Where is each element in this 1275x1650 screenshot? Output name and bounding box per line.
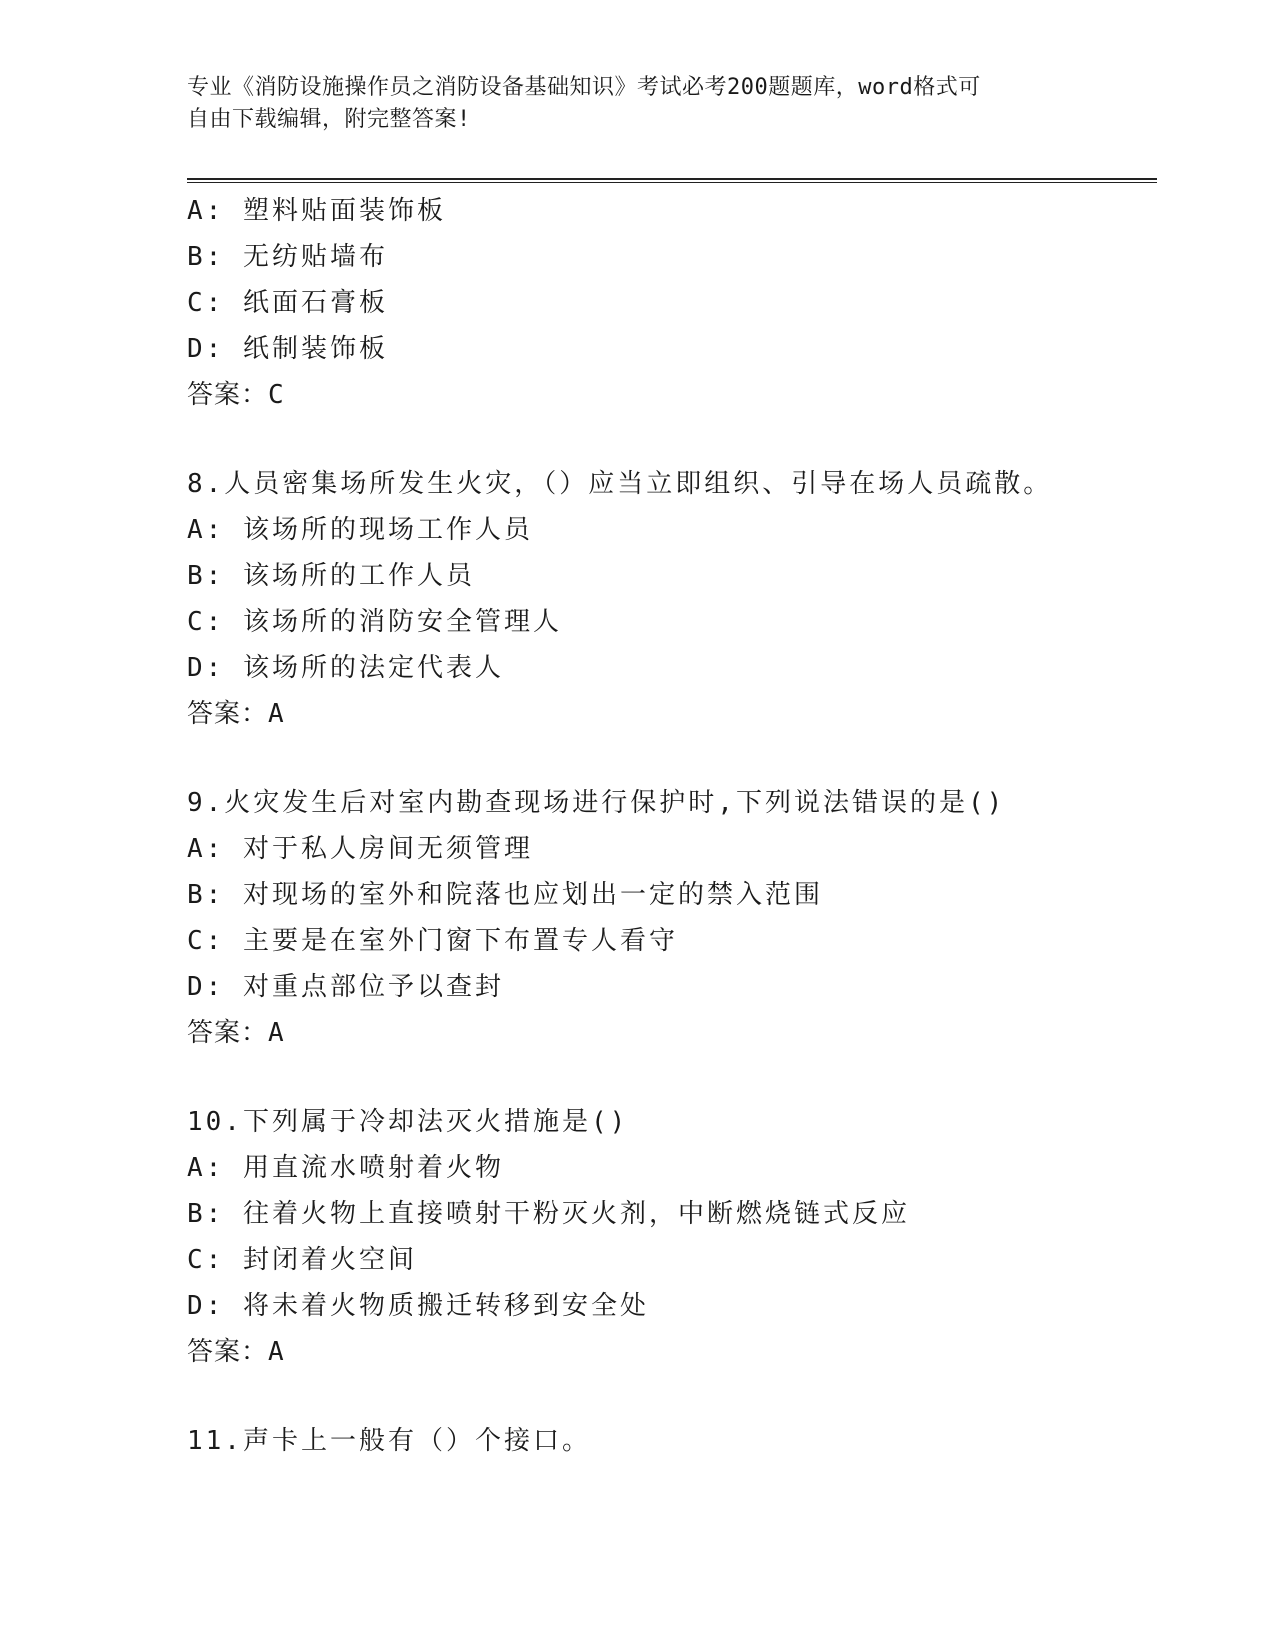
question-spacer <box>187 1056 1167 1099</box>
option-c: C: 该场所的消防安全管理人 <box>187 607 562 637</box>
header-title-line-2: 自由下载编辑，附完整答案! <box>187 107 471 132</box>
question-8 <box>187 461 1167 737</box>
question-spacer <box>187 418 1167 461</box>
answer-label: 答案： <box>187 1337 269 1367</box>
answer-label: 答案： <box>187 699 269 729</box>
option-b: B: 无纺贴墙布 <box>187 242 388 272</box>
option-b: B: 往着火物上直接喷射干粉灭火剂，中断燃烧链式反应 <box>187 1199 910 1229</box>
question-stem: 8.人员密集场所发生火灾，（）应当立即组织、引导在场人员疏散。 <box>187 469 1053 499</box>
option-d: D: 对重点部位予以查封 <box>187 972 504 1002</box>
question-list <box>187 188 1167 1464</box>
answer-value: A <box>268 699 285 729</box>
answer-line <box>187 372 1167 418</box>
question-9 <box>187 780 1167 1056</box>
answer-line <box>187 1329 1167 1375</box>
question-10 <box>187 1099 1167 1375</box>
answer-value: A <box>268 1337 285 1367</box>
header-divider <box>187 178 1157 183</box>
option-b: B: 对现场的室外和院落也应划出一定的禁入范围 <box>187 880 823 910</box>
option-a: A: 该场所的现场工作人员 <box>187 515 533 545</box>
option-d: D: 将未着火物质搬迁转移到安全处 <box>187 1291 649 1321</box>
option-a: A: 用直流水喷射着火物 <box>187 1153 504 1183</box>
answer-line <box>187 1010 1167 1056</box>
question-stem: 11.声卡上一般有（）个接口。 <box>187 1426 591 1456</box>
option-a: A: 塑料贴面装饰板 <box>187 196 446 226</box>
option-b: B: 该场所的工作人员 <box>187 561 475 591</box>
question-spacer <box>187 1375 1167 1418</box>
option-d: D: 该场所的法定代表人 <box>187 653 504 683</box>
answer-value: A <box>268 1018 285 1048</box>
document-header <box>187 72 1087 136</box>
option-c: C: 封闭着火空间 <box>187 1245 417 1275</box>
header-title-line-1: 专业《消防设施操作员之消防设备基础知识》考试必考200题题库，word格式可 <box>187 75 981 100</box>
question-11 <box>187 1418 1167 1464</box>
question-stem: 10.下列属于冷却法灭火措施是() <box>187 1107 629 1137</box>
option-c: C: 主要是在室外门窗下布置专人看守 <box>187 926 678 956</box>
option-d: D: 纸制装饰板 <box>187 334 388 364</box>
answer-line <box>187 691 1167 737</box>
option-a: A: 对于私人房间无须管理 <box>187 834 533 864</box>
option-c: C: 纸面石膏板 <box>187 288 388 318</box>
answer-label: 答案： <box>187 1018 269 1048</box>
question-spacer <box>187 737 1167 780</box>
answer-value: C <box>268 380 285 410</box>
question-7 <box>187 188 1167 418</box>
answer-label: 答案： <box>187 380 269 410</box>
question-stem: 9.火灾发生后对室内勘查现场进行保护时,下列说法错误的是() <box>187 788 1006 818</box>
